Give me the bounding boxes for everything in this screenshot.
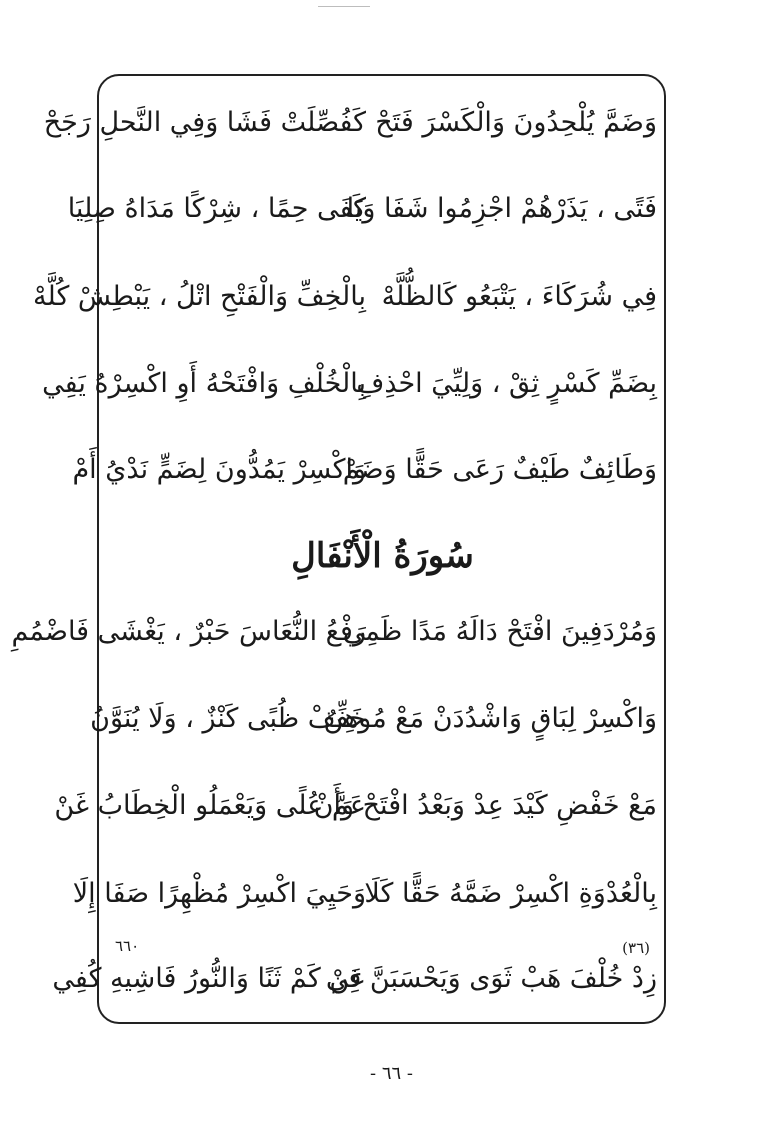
- verse-line: [67, 179, 665, 239]
- surah-title: سُورَةُ الْأَنْفَالِ: [291, 536, 474, 576]
- page-number: - ٦٦ -: [370, 1063, 413, 1084]
- second-hemistich: بِالْخُلْفِ وَافْتَحْهُ أَوِ اكْسِرْهُ يَفِي: [42, 368, 366, 399]
- verse-line: [52, 949, 665, 1009]
- verse-line: [33, 267, 665, 327]
- first-hemistich: فَتًى ، يَذَرْهُمْ اجْزِمُوا شَفَا وَيَا: [346, 193, 657, 224]
- second-hemistich: وَحَيِيَ اكْسِرْ مُظْهِرًا صَفَا إِلَا: [72, 878, 366, 909]
- verse-line: [43, 93, 665, 153]
- first-hemistich: وَطَائِفٌ طَيْفٌ رَعَى حَقًّا وَضَمْ: [342, 454, 657, 485]
- verse-line: [11, 602, 665, 662]
- second-hemistich: كَفَى حِمًا ، شِرْكًا مَدَاهُ صِلِيَا: [67, 193, 366, 224]
- line-total: ٦٦٠: [115, 937, 140, 955]
- verse-line: [54, 776, 665, 836]
- second-hemistich: رَفْعُ النُّعَاسَ حَبْرٌ ، يَغْشَى فَاضْمُمِ: [11, 616, 366, 647]
- second-hemistich: وَاكْسِرْ يَمُدُّونَ لِضَمٍّ نَدْيُ أَمْ: [72, 454, 366, 485]
- second-hemistich: عَنْ كَمْ ثَنًا وَالنُّورُ فَاشِيهِ كُفِي: [52, 963, 366, 994]
- verse-line: [42, 354, 665, 414]
- verse-line: [90, 689, 665, 749]
- first-hemistich: مَعْ خَفْضِ كَيْدَ عِدْ وَبَعْدُ افْتَحْ وَأَنْ: [313, 790, 657, 821]
- verse-area: [11, 74, 665, 1024]
- verse-line: [72, 864, 665, 924]
- top-rule: [318, 6, 370, 7]
- first-hemistich: بِالْعُدْوَةِ اكْسِرْ ضَمَّهُ حَقًّا كَلَا: [364, 878, 657, 909]
- verse-line: [72, 440, 665, 500]
- first-hemistich: وَاكْسِرْ لِبَاقٍ وَاشْدُدَنْ مَعْ مُوهِنُ: [323, 703, 657, 734]
- first-hemistich: فِي شُرَكَاءَ ، يَتْبَعُو كَالظُّلَّهْ: [381, 281, 657, 312]
- second-hemistich: بِالْخِفِّ وَالْفَتْحِ اتْلُ ، يَبْطِشْ كُلَّهْ: [33, 281, 366, 312]
- first-hemistich: بِضَمِّ كَسْرٍ ثِقْ ، وَلِيِّيَ احْذِفِ: [356, 368, 657, 399]
- first-hemistich: زِدْ خُلْفَ هَبْ ثَوَى وَيَحْسَبَنَّ فِي: [325, 963, 657, 994]
- second-hemistich: كَفُصِّلَتْ فَشَا وَفِي النَّحلِ رَجَحْ: [43, 107, 366, 138]
- first-hemistich: وَضَمَّ يُلْحِدُونَ وَالْكَسْرَ فَتَحْ: [375, 107, 657, 138]
- first-hemistich: وَمُرْدَفِينَ افْتَحْ دَالَهُ مَدًا ظَمِي: [342, 616, 657, 647]
- surah-verse-marker: (٣٦): [622, 939, 650, 957]
- second-hemistich: عَمَّ عُلًى وَيَعْمَلُو الْخِطَابُ غَنْ: [54, 790, 366, 821]
- second-hemistich: خَفِّفْ ظُبًى كَنْزٌ ، وَلَا يُنَوَّنُ: [90, 703, 366, 734]
